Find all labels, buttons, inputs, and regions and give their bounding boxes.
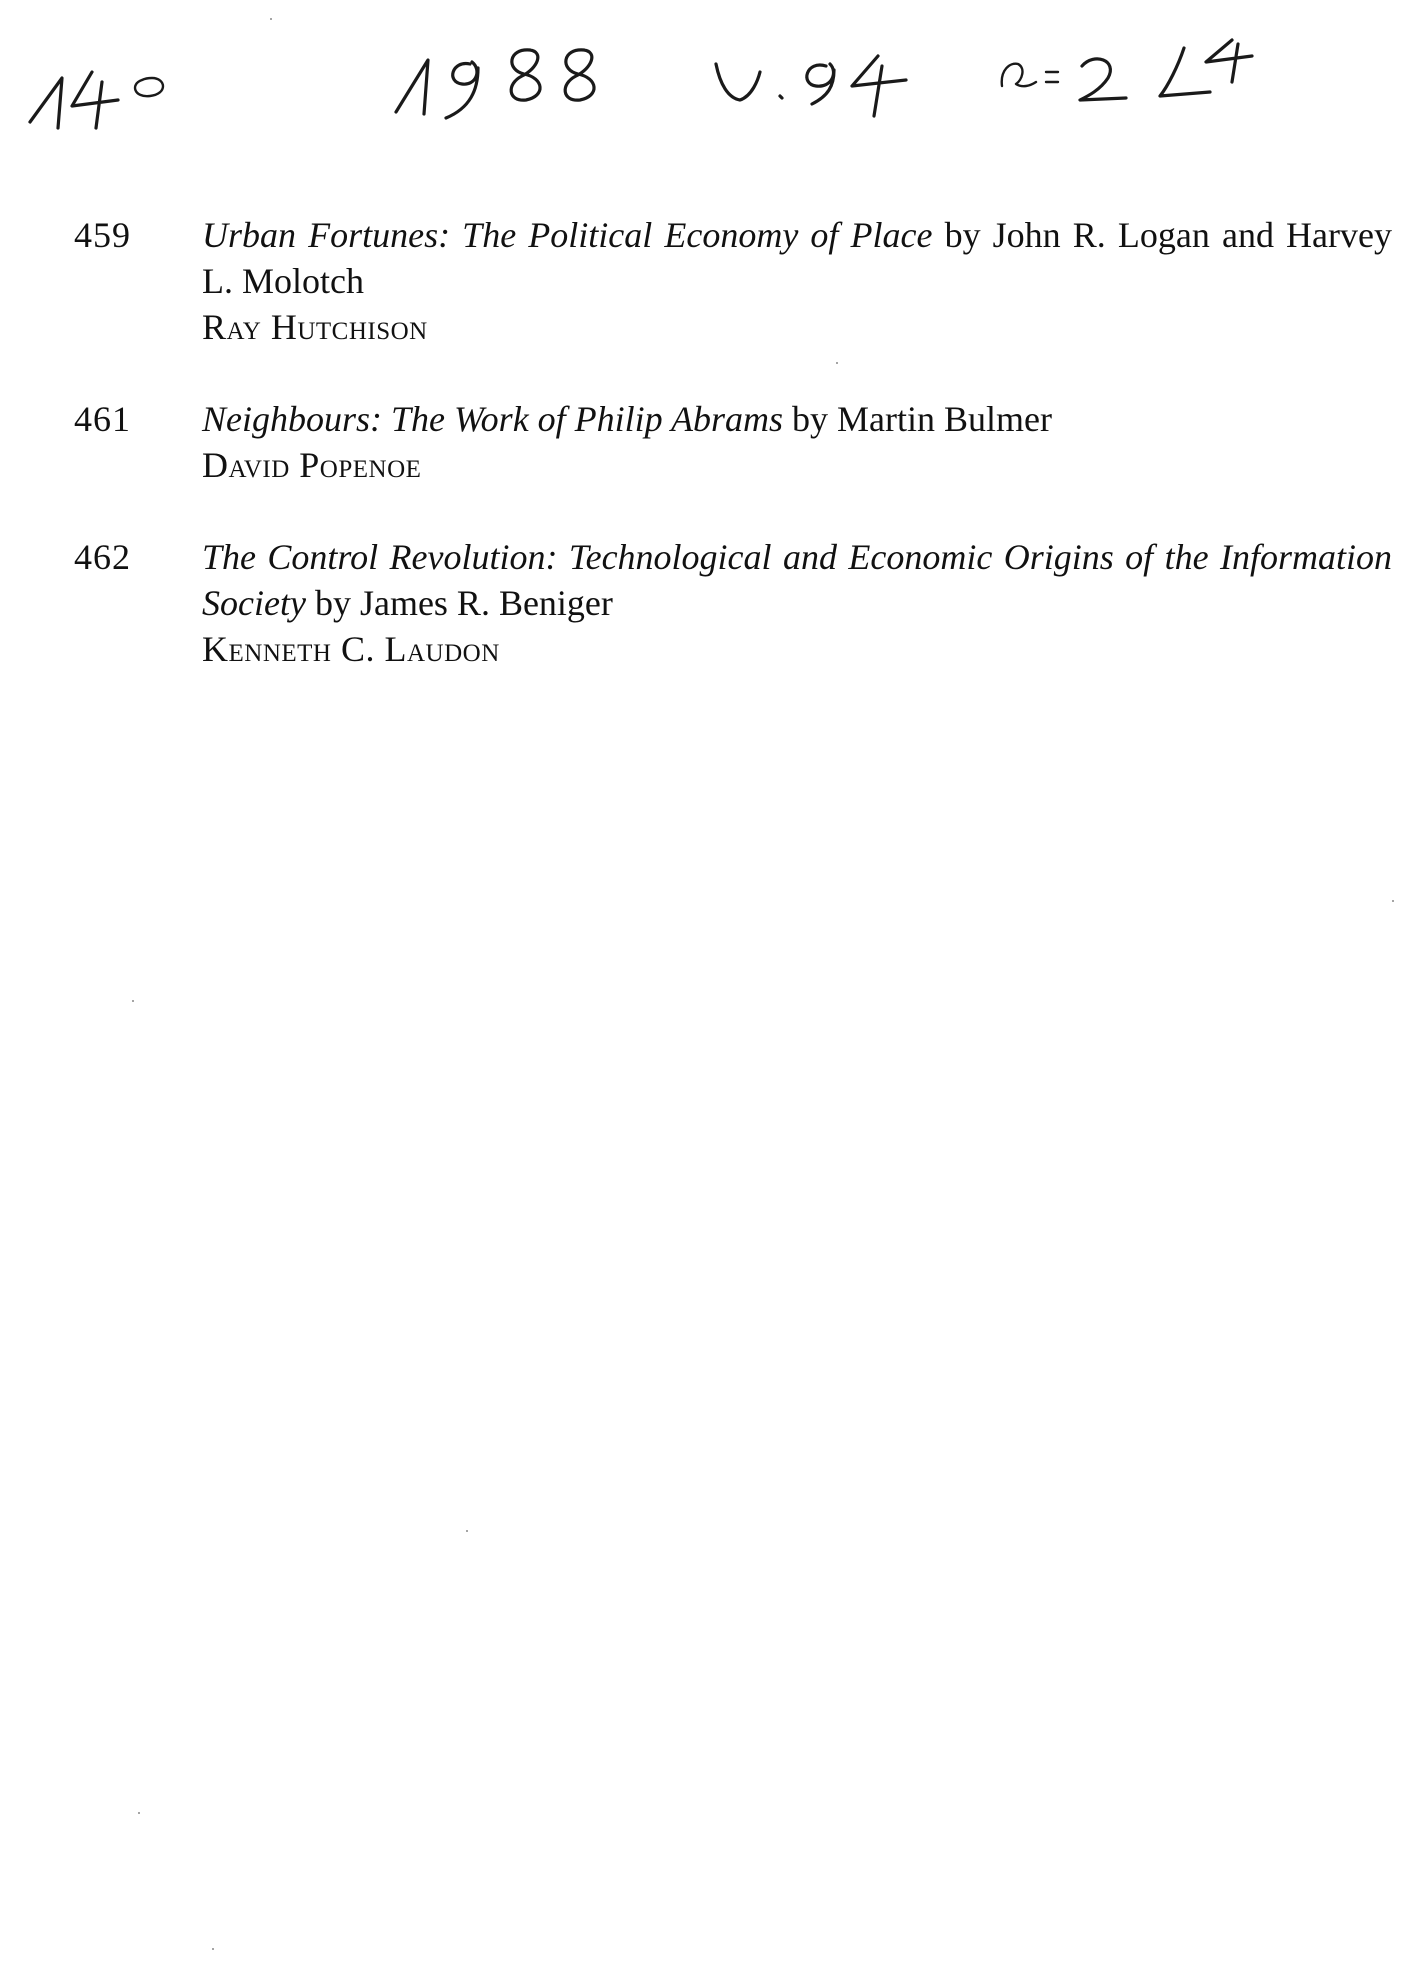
entry-body	[202, 212, 1392, 350]
scan-speck	[836, 362, 838, 364]
page-number: 461	[74, 399, 131, 439]
entry-body	[202, 534, 1392, 672]
handwriting-strokes	[0, 0, 1428, 150]
entry-body	[202, 396, 1392, 488]
reviewer-name: Ray Hutchison	[202, 307, 428, 347]
review-entry	[72, 396, 1392, 488]
book-citation	[202, 396, 1392, 442]
review-entry	[72, 212, 1392, 350]
scan-speck	[270, 18, 272, 20]
review-entry	[72, 534, 1392, 672]
book-byline: by John R. Logan and Harvey L. Molotch	[202, 215, 1392, 301]
reviewer-name: David Popenoe	[202, 445, 422, 485]
book-title: The Control Revolution: Technological and Economic Origins of the Information Society	[202, 537, 1392, 623]
page-number: 462	[74, 537, 131, 577]
book-citation	[202, 212, 1392, 304]
book-title: Urban Fortunes: The Political Economy of Place	[202, 215, 933, 255]
book-byline: by Martin Bulmer	[783, 399, 1052, 439]
scan-speck	[132, 1000, 134, 1002]
book-title: Neighbours: The Work of Philip Abrams	[202, 399, 784, 439]
page-number: 459	[74, 215, 131, 255]
scan-speck	[138, 1812, 140, 1814]
book-byline: by James R. Beniger	[305, 583, 613, 623]
handwritten-annotation	[0, 0, 1428, 150]
scan-speck	[1392, 900, 1394, 902]
scan-speck	[212, 1948, 214, 1950]
book-review-list	[72, 212, 1392, 718]
reviewer-name: Kenneth C. Laudon	[202, 629, 500, 669]
scan-speck	[466, 1530, 468, 1532]
book-citation	[202, 534, 1392, 626]
